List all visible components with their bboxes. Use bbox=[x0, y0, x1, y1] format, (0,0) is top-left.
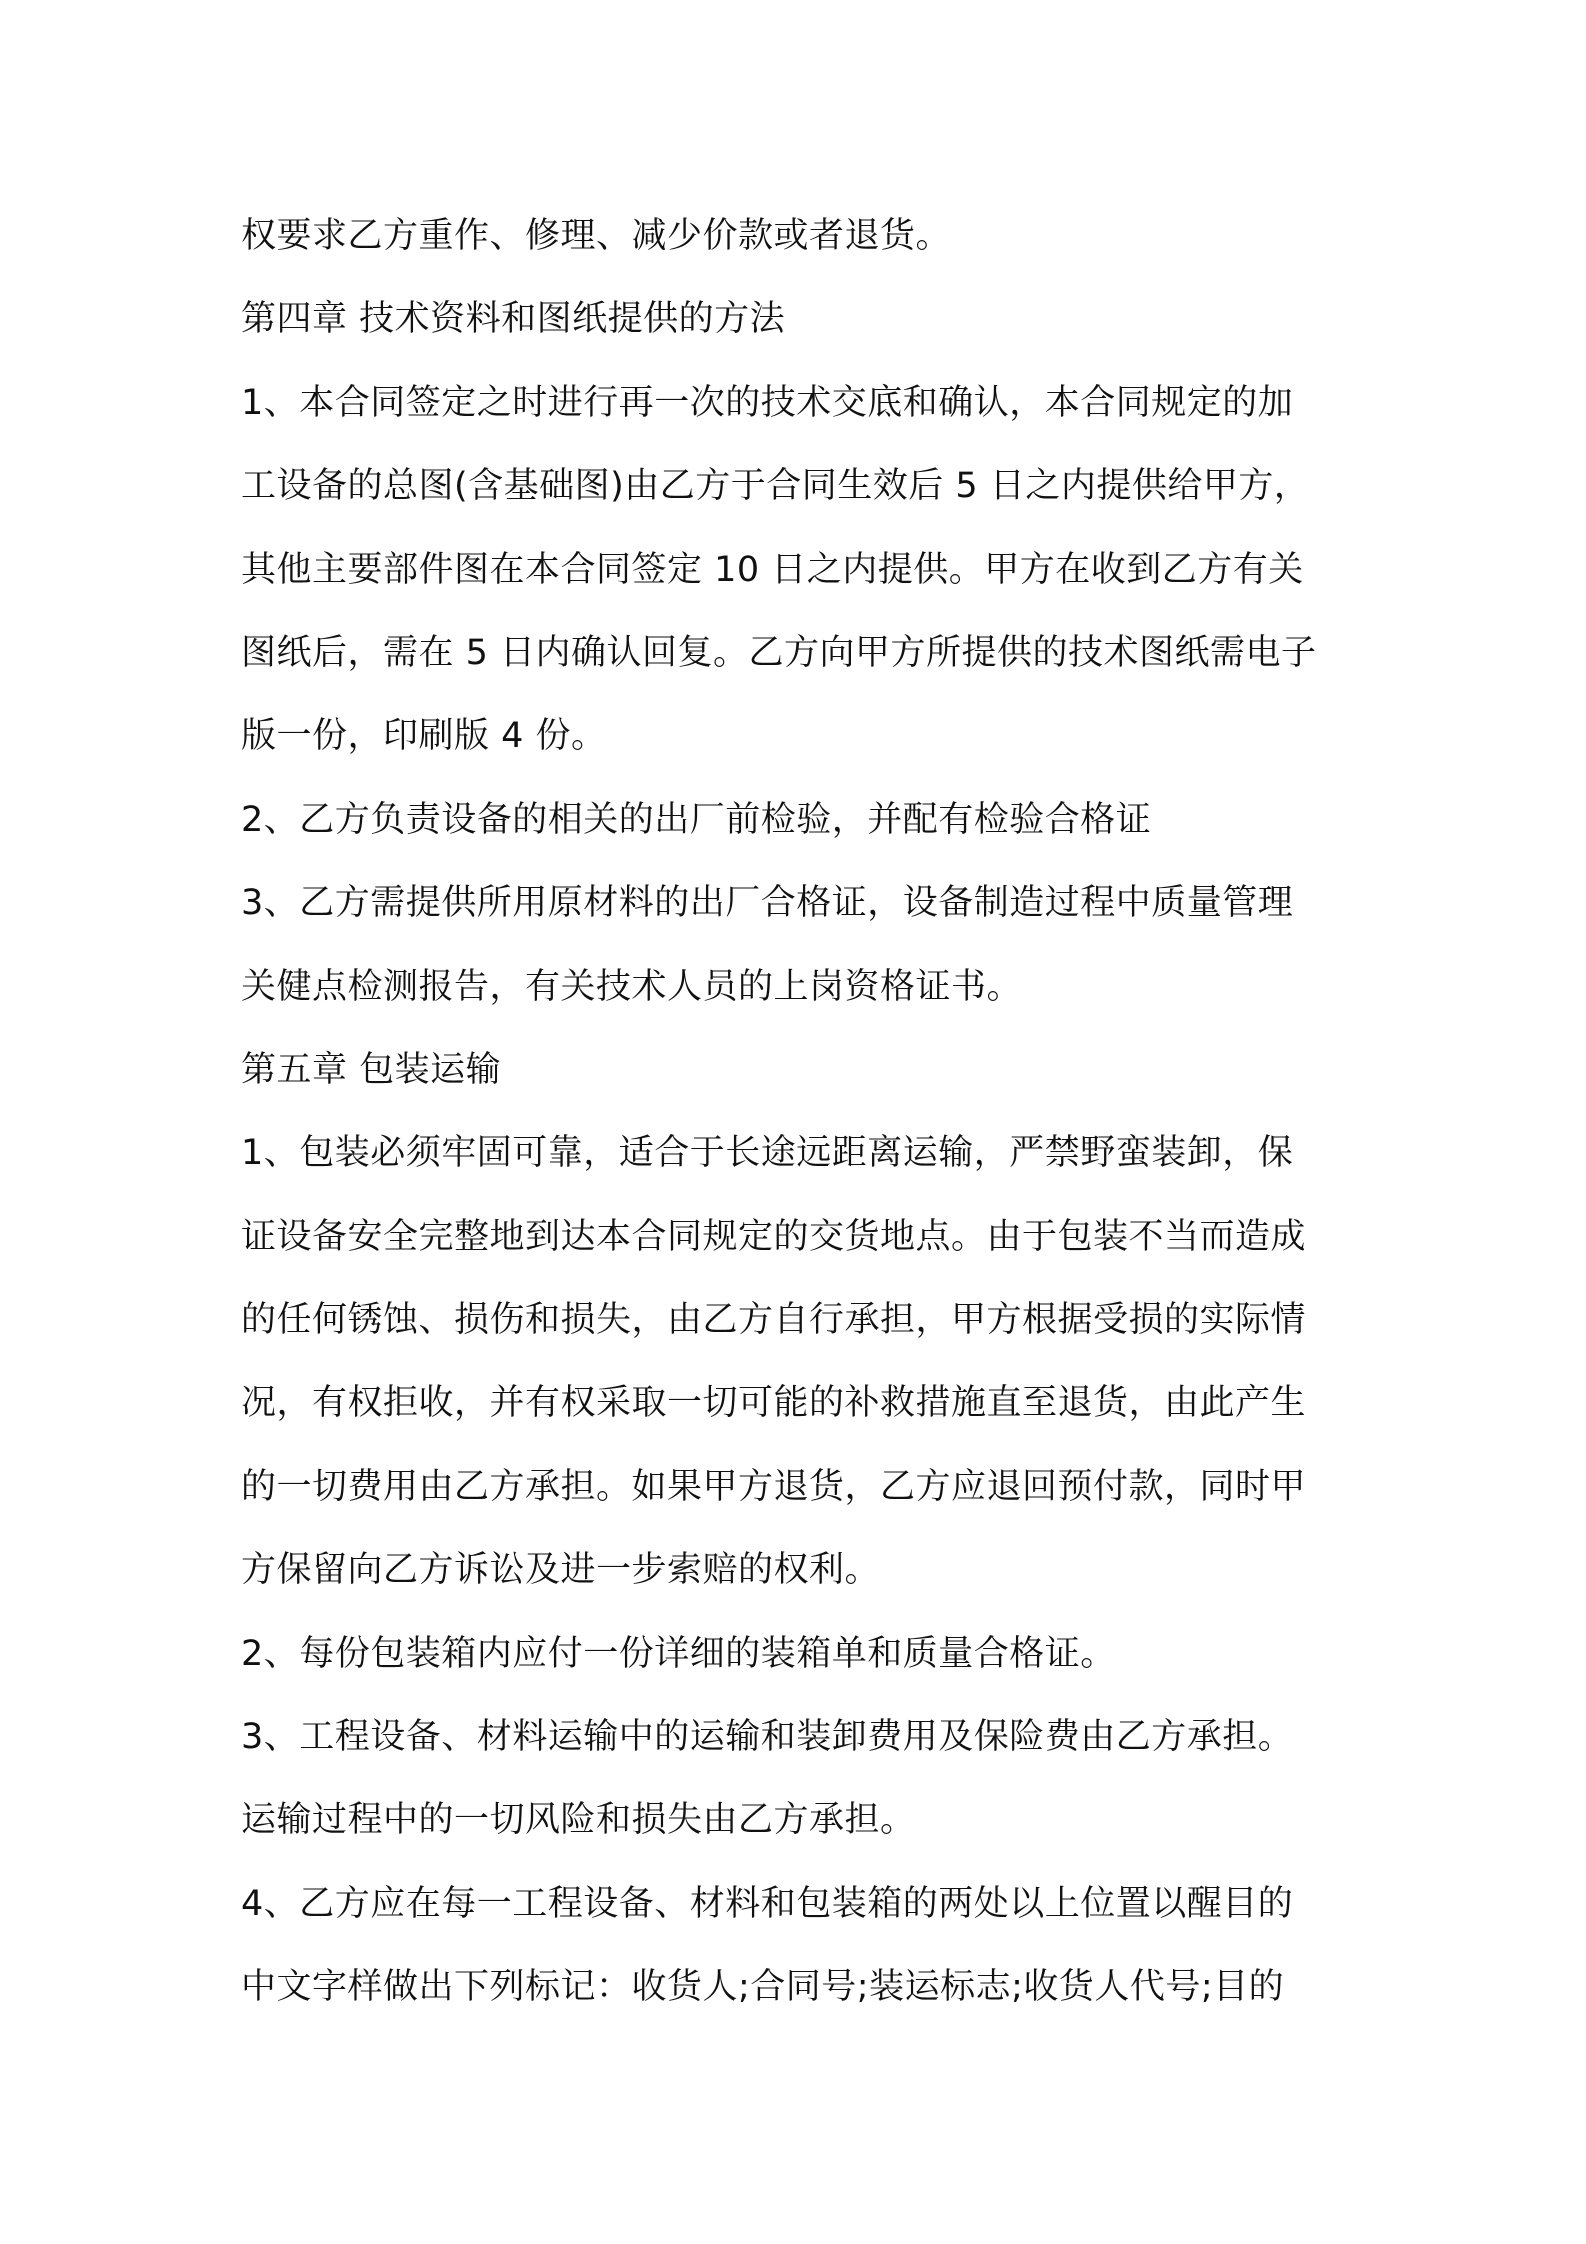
text-line: 工设备的总图(含基础图)由乙方于合同生效后 5 日之内提供给甲方， bbox=[241, 466, 1310, 507]
text-line: 2、每份包装箱内应付一份详细的装箱单和质量合格证。 bbox=[241, 1633, 1116, 1674]
text-line: 中文字样做出下列标记：收货人;合同号;装运标志;收货人代号;目的 bbox=[241, 1967, 1285, 2008]
text-line: 3、乙方需提供所用原材料的出厂合格证，设备制造过程中质量管理 bbox=[241, 883, 1294, 924]
text-line: 图纸后，需在 5 日内确认回复。乙方向甲方所提供的技术图纸需电子 bbox=[241, 632, 1317, 673]
text-line: 版一份，印刷版 4 份。 bbox=[241, 716, 607, 757]
text-line: 3、工程设备、材料运输中的运输和装卸费用及保险费由乙方承担。 bbox=[241, 1717, 1294, 1758]
chapter-heading-5: 第五章 包装运输 bbox=[241, 1049, 502, 1090]
text-line: 况，有权拒收，并有权采取一切可能的补救措施直至退货，由此产生 bbox=[241, 1383, 1307, 1424]
text-line: 的任何锈蚀、损伤和损失，由乙方自行承担，甲方根据受损的实际情 bbox=[241, 1300, 1307, 1341]
text-line: 运输过程中的一切风险和损失由乙方承担。 bbox=[241, 1800, 916, 1841]
text-line: 2、乙方负责设备的相关的出厂前检验，并配有检验合格证 bbox=[241, 799, 1152, 840]
text-line: 其他主要部件图在本合同签定 10 日之内提供。甲方在收到乙方有关 bbox=[241, 549, 1304, 590]
text-line: 证设备安全完整地到达本合同规定的交货地点。由于包装不当而造成 bbox=[241, 1216, 1307, 1257]
document-body bbox=[241, 195, 1361, 2030]
text-line: 1、包装必须牢固可靠，适合于长途远距离运输，严禁野蛮装卸，保 bbox=[241, 1133, 1294, 1174]
chapter-heading-4: 第四章 技术资料和图纸提供的方法 bbox=[241, 299, 786, 340]
text-line: 1、本合同签定之时进行再一次的技术交底和确认，本合同规定的加 bbox=[241, 382, 1294, 423]
text-line: 权要求乙方重作、修理、减少价款或者退货。 bbox=[241, 216, 952, 256]
text-line: 4、乙方应在每一工程设备、材料和包装箱的两处以上位置以醒目的 bbox=[241, 1883, 1294, 1924]
text-line: 的一切费用由乙方承担。如果甲方退货，乙方应退回预付款，同时甲 bbox=[241, 1466, 1307, 1507]
text-line: 关健点检测报告，有关技术人员的上岗资格证书。 bbox=[241, 966, 1023, 1007]
text-line: 方保留向乙方诉讼及进一步索赔的权利。 bbox=[241, 1550, 881, 1591]
